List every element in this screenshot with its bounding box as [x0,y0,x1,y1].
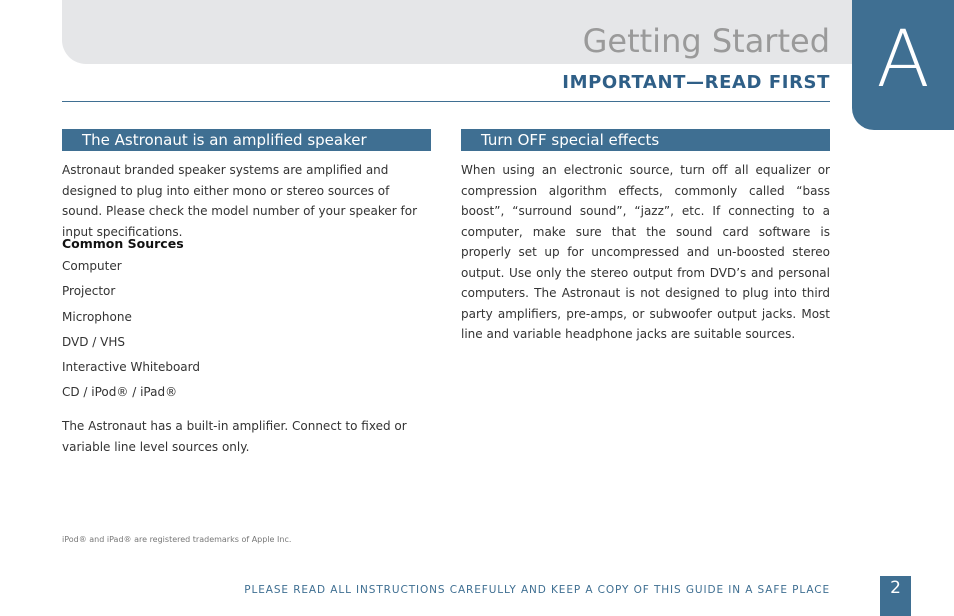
amplified-intro-text: Astronaut branded speaker systems are amplified and designed to plug into either mono or stereo sources of sound. Please check the model number of your speaker for input specifications. [62,163,418,239]
amplifier-note-text: The Astronaut has a built-in amplifier. Connect to fixed or variable line level sources only. [62,419,407,454]
common-sources-list [62,256,200,408]
list-item: Microphone [62,309,132,324]
chapter-tab: A [852,0,954,130]
header-rule [62,101,830,102]
page-number: 2 [880,576,911,616]
list-item: Computer [62,259,122,273]
list-item: Interactive Whiteboard [62,360,200,375]
common-sources-heading: Common Sources [62,236,184,251]
trademark-footnote: iPod® and iPad® are registered trademarks of Apple Inc. [62,535,292,544]
special-effects-text: When using an electronic source, turn off all equalizer or compression algorithm effects, commonly called “bass boost”, “surround sound”, “jazz”, etc. If connecting to a computer, make sure that the sound card software is properly set up for uncompressed and un-boosted stereo output. Use only the stereo output from DVD’s and personal computers. The Astronaut is not designed to plug into third party amplifiers, pre-amps, or subwoofer output jacks. Most line and variable headphone jacks are suitable sources. [461,163,830,341]
list-item: Projector [62,284,116,299]
list-item: CD / iPod® / iPad® [62,385,178,400]
page-title: Getting Started [582,22,830,60]
list-item: DVD / VHS [62,334,125,349]
footer-instruction: PLEASE READ ALL INSTRUCTIONS CAREFULLY AND KEEP A COPY OF THIS GUIDE IN A SAFE PLACE [244,584,830,596]
page-subtitle: IMPORTANT—READ FIRST [562,72,830,93]
section-heading-amplified: The Astronaut is an amplified speaker [62,129,431,151]
section-heading-special-effects: Turn OFF special effects [461,129,830,151]
